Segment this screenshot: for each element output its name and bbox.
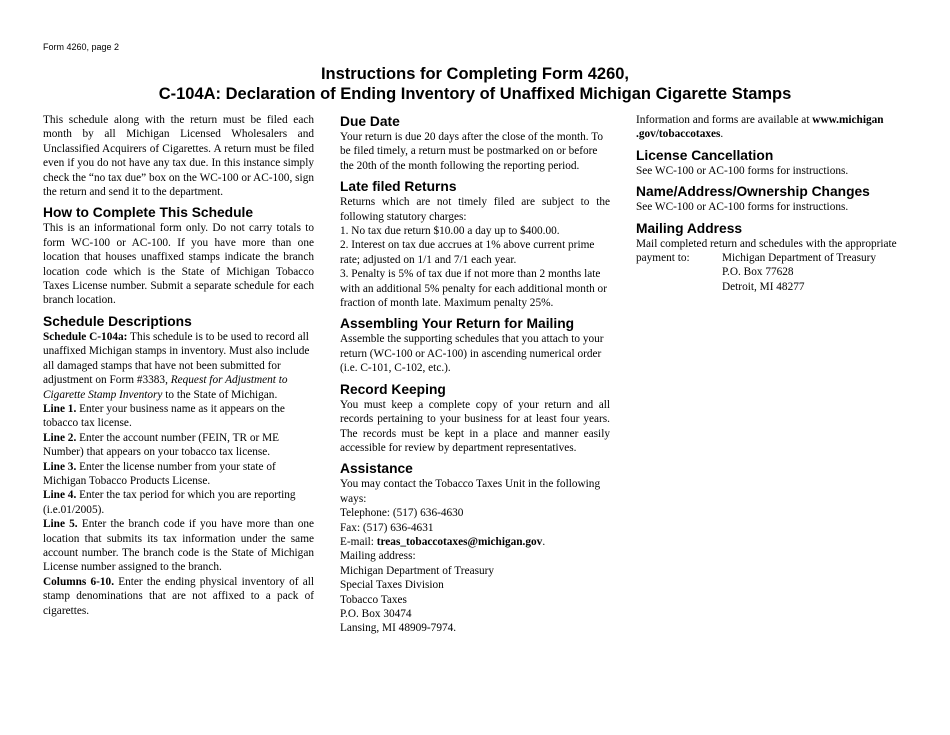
address-line: Lansing, MI 48909-7974. [340, 622, 457, 635]
line-5-instruction: Line 5. Enter the branch code if you have more than one location that submits its tax information under the same account number. The branch code is the State of Michigan License number assigned to the branch. [43, 518, 315, 574]
line-4-instruction: Line 4. Enter the tax period for which you are reporting (i.e.01/2005). [43, 489, 296, 516]
address-line: Michigan Department of Treasury [340, 564, 495, 577]
address-line: P.O. Box 30474 [340, 607, 412, 620]
address-line: Detroit, MI 48277 [722, 280, 805, 293]
assistance-intro: You may contact the Tobacco Taxes Unit in the following ways: [340, 478, 601, 505]
fax: Fax: (517) 636-4631 [340, 521, 434, 534]
payment-to-label: payment to: [636, 252, 690, 265]
record-keeping-heading: Record Keeping [340, 381, 446, 397]
record-keeping-text: You must keep a complete copy of your return and all records pertaining to your business for at least four years. The records must be kept in a place and manner easily accessible for review by department representatives. [340, 398, 610, 454]
address-line: P.O. Box 77628 [722, 266, 794, 279]
ownership-changes-heading: Name/Address/Ownership Changes [636, 184, 870, 200]
due-date-heading: Due Date [340, 114, 400, 129]
schedule-descriptions-heading: Schedule Descriptions [43, 313, 192, 329]
mailing-address-label: Mailing address: [340, 550, 416, 563]
late-filed-intro: Returns which are not timely filed are subject to the following statutory charges: [340, 196, 610, 223]
address-line: Tobacco Taxes [340, 593, 407, 606]
email-link[interactable]: treas_tobaccotaxes@michigan.gov [376, 535, 543, 548]
page-label: Form 4260, page 2 [43, 42, 120, 52]
info-text: Information and forms are available at www.michigan .gov/tobaccotaxes. [636, 114, 884, 141]
schedule-c104a-description: Schedule C-104a: This schedule is to be used to record all unaffixed Michigan stamps in inventory. Must also include all damaged stamps that have not been submitted for adjustment on Form #3383, Request for Adjustment to Cigarette Stamp Inventory to the State of Michigan. [43, 330, 310, 401]
telephone: Telephone: (517) 636-4630 [340, 507, 464, 520]
line-2-instruction: Line 2. Enter the account number (FEIN, TR or ME Number) that appears on your tobacco tax license. [43, 431, 280, 459]
email-line: E-mail: treas_tobaccotaxes@michigan.gov. [340, 535, 546, 548]
how-to-complete-heading: How to Complete This Schedule [43, 205, 254, 221]
mailing-address-heading: Mailing Address [636, 220, 743, 236]
assistance-heading: Assistance [340, 461, 413, 477]
website-link[interactable]: www.michigan .gov/tobaccotaxes [636, 114, 884, 141]
page-title-line-1: Instructions for Completing Form 4260, [320, 65, 630, 83]
form-3383-title: Request for Adjustment to Cigarette Stamp Inventory [43, 374, 288, 401]
mailing-address-text: Mail completed return and schedules with the appropriate [636, 237, 897, 250]
license-cancellation-text: See WC-100 or AC-100 forms for instructions. [636, 164, 849, 177]
late-charge-penalty: 3. Penalty is 5% of tax due if not more than 2 months late with an additional 5% penalty for each additional month or fraction of month late. Maximum penalty 25%. [340, 268, 607, 310]
assembling-text: Assemble the supporting schedules that you attach to your return (WC-100 or AC-100) in ascending numerical order (i.e. C-101, C-102, etc.). [340, 333, 604, 375]
late-charge-interest: 2. Interest on tax due accrues at 1% above current prime rate; adjusted on 1/1 and 7/1 each year. [340, 239, 595, 266]
ownership-changes-text: See WC-100 or AC-100 forms for instructions. [636, 201, 849, 214]
assembling-heading: Assembling Your Return for Mailing [340, 316, 575, 332]
line-3-instruction: Line 3. Enter the license number from your state of Michigan Tobacco Products License. [43, 460, 276, 487]
address-line: Special Taxes Division [340, 579, 444, 592]
schedule-c104a-label: Schedule C-104a: [43, 330, 128, 343]
intro-paragraph: This schedule along with the return must be filed each month by all Michigan Licensed Wholesalers and Unclassified Acquirers of Cigarettes. A return must be filed even if you do not have any tax due. In this instance simply check the “no tax due” box on the WC-100 or AC-100, sign the return and send it to the department. [43, 114, 314, 199]
how-to-complete-text: This is an informational form only. Do not carry totals to form WC-100 or AC-100. If you have more than one location that houses unaffixed stamps indicate the branch location code which is the State of Michigan Tobacco Taxes License number. Submit a separate schedule for each branch location. [43, 222, 314, 307]
license-cancellation-heading: License Cancellation [636, 147, 774, 163]
column-right [636, 113, 908, 294]
address-line: Michigan Department of Treasury [722, 252, 877, 265]
columns-6-10-instruction: Columns 6-10. Enter the ending physical inventory of all stamp denominations that are not affixed to a pack of cigarettes. [43, 575, 314, 617]
column-left [43, 113, 314, 618]
late-charge-no-tax: 1. No tax due return $10.00 a day up to $400.00. [340, 225, 560, 238]
mailing-address-block [636, 251, 908, 294]
late-filed-heading: Late filed Returns [340, 179, 457, 195]
page-title-line-2: C-104A: Declaration of Ending Inventory of Unaffixed Michigan Cigarette Stamps [158, 85, 792, 103]
line-1-instruction: Line 1. Enter your business name as it appears on the tobacco tax license. [43, 402, 285, 430]
column-middle [340, 113, 610, 636]
due-date-text: Your return is due 20 days after the close of the month. To be filed timely, a return must be postmarked on or before the 20th of the month following the reporting period. [340, 131, 603, 172]
